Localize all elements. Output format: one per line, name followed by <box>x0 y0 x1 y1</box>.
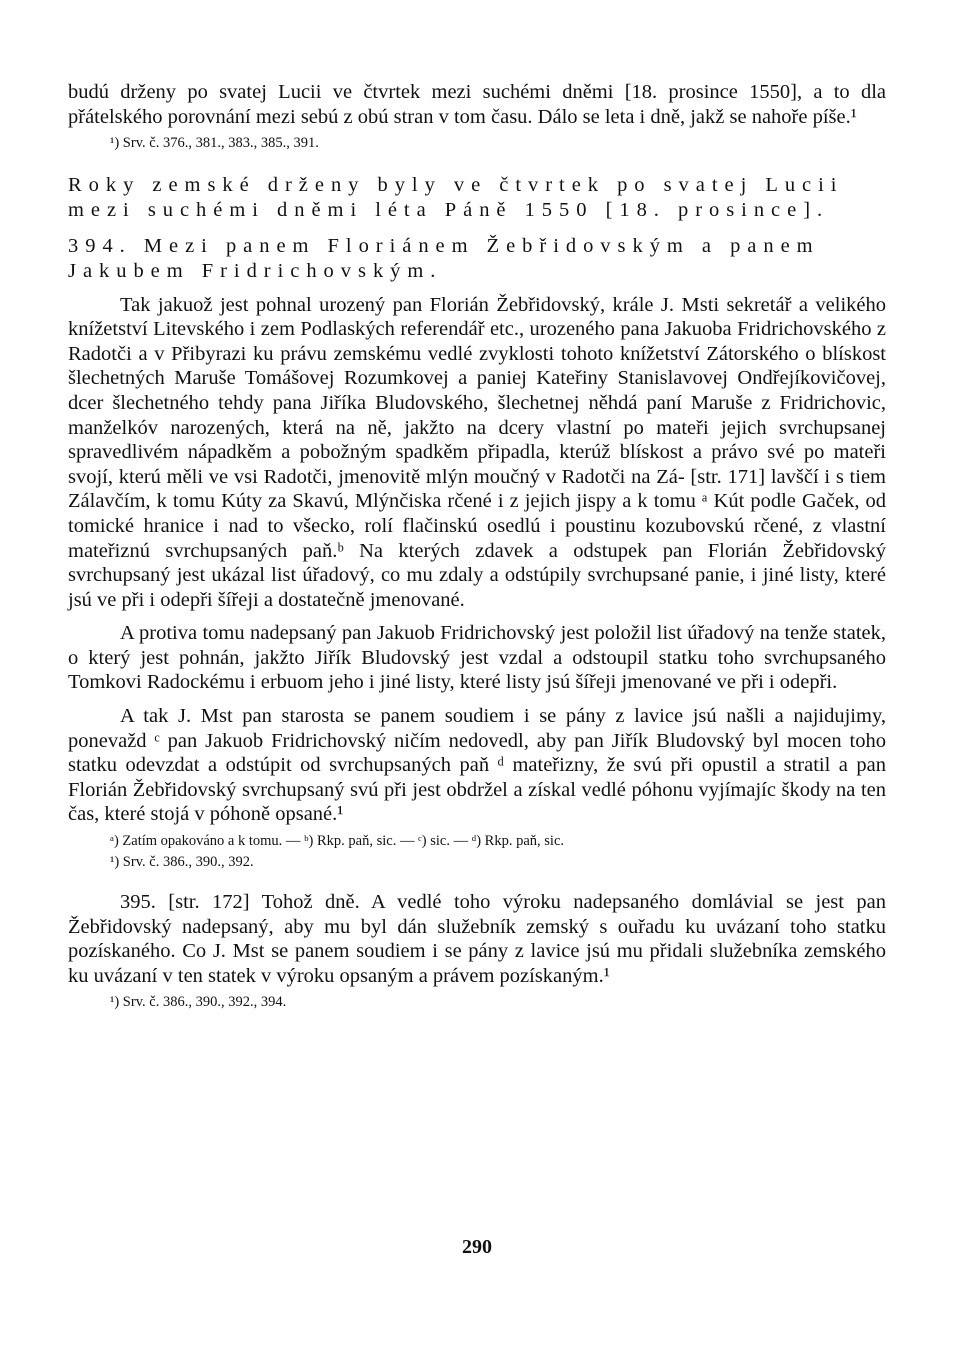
section-394-apparatus-notes: ᵃ) Zatím opakováno a k tomu. — ᵇ) Rkp. paň, sic. — ᶜ) sic. — ᵈ) Rkp. paň, sic. <box>110 833 565 850</box>
document-page <box>68 80 886 1258</box>
section-394-title: 394. Mezi panem Floriánem Žebřidovským a panem Jakubem Fridrichovským. <box>68 235 820 282</box>
section-394-paragraph-2: A protiva tomu nadepsaný pan Jakuob Fridrichovský jest položil list úřadový na tenže statek, o který jest pohnán, jakžto Jiřík Bludovský jest vzdal a odstoupil statku toho svrchupsaného Tomkovi Radockému i erbuom jeho i jiné listy, které listy jsú šířeji jmenované ve při i odepři. <box>68 622 886 694</box>
section-394-footnote: ¹) Srv. č. 386., 390., 392. <box>110 854 254 871</box>
intro-paragraph: budú drženy po svatej Lucii ve čtvrtek mezi suchémi dněmi [18. prosince 1550], a to dla přátelského porovnání mezi sebú z obú stran v tom času. Dálo se leta i dně, jakž se nahoře píše.¹ <box>68 81 886 128</box>
court-session-heading: Roky zemské drženy byly ve čtvrtek po svatej Lucii mezi suchémi dněmi léta Páně 1550 [18. prosince]. <box>68 174 844 221</box>
section-394-paragraph-1: Tak jakuož jest pohnal urozený pan Florián Žebřidovský, krále J. Msti sekretář a velikého knížetství Litevského i zem Podlaských referendář etc., urozeného pana Jakuoba Fridrichovského z Radotči a v Přibyrazi ku právu zemskému vedlé zvyklosti tohoto knížetství Zátorského o blískost šlechetných Maruše Tomášovej Rozumkovej a paniej Kateřiny Stanislavovej Ondřejíkovičovej, dcer šlechetného tehdy pana Jiříka Bludovského, šlechetnej něhdá paní Maruše z Fridrichovic, manželkóv narozených, která na ně, jakžto na dcery vlastní po mateři jejich svrchupsanej spravedlivém nápadkěm a pobožným spadkěm připadla, kterúž blískost a právo své po mateři svojí, kterú měli ve vsi Radotči, jmenovitě mlýn moučný v Radotči na Zá- [str. 171] lavščí i s tiem Zálavčím, k tomu Kúty za Skavú, Mlýnčiska rčené i z jejich jispy a k tomu ᵃ Kút podle Gaček, od tomické hranice i nad to všecko, rolí flačinskú osedlú i poustinu kozubovskú rčené, z vlastní mateřiznú svrchupsaných paň.ᵇ Na kterých zdavek a odstupek pan Florián Žebřidovský svrchupsaný jest ukázal list úřadový, co mu zdaly a odstúpily svrchupsané panie, i jiné listy, které jsú ve při i odepři šířeji a dostatečně jmenované. <box>68 293 886 611</box>
footnote-intro: ¹) Srv. č. 376., 381., 383., 385., 391. <box>110 135 319 152</box>
section-395-footnote: ¹) Srv. č. 386., 390., 392., 394. <box>110 994 287 1011</box>
section-395-paragraph: 395. [str. 172] Tohož dně. A vedlé toho výroku nadepsaného domlávial se jest pan Žebřidovský nadepsaný, aby mu byl dán služebník zemský s ouřadu ku uvázaní toho statku pozískaného. Co J. Mst se panem soudiem i se pány z lavice jsú mu přidali služebníka zemského ku uvázaní v ten statek v výroku opsaným a právem pozískaným.¹ <box>68 891 886 987</box>
section-394-paragraph-3: A tak J. Mst pan starosta se panem soudiem i se pány z lavice jsú našli a najidujimy, ponevažd ᶜ pan Jakuob Fridrichovský ničím nedovedl, aby pan Jiřík Bludovský byl mocen toho statku odevzdat a odstúpit od svrchupsaných paň ᵈ mateřizny, že svú při opustil a stratil a pan Florián Žebřidovský svrchupsaný svú při jest obdržel a získal vedlé póhonu vyjímajíc škody na ten čas, které stojá v póhoně opsané.¹ <box>68 705 886 826</box>
page-number: 290 <box>462 1236 492 1258</box>
